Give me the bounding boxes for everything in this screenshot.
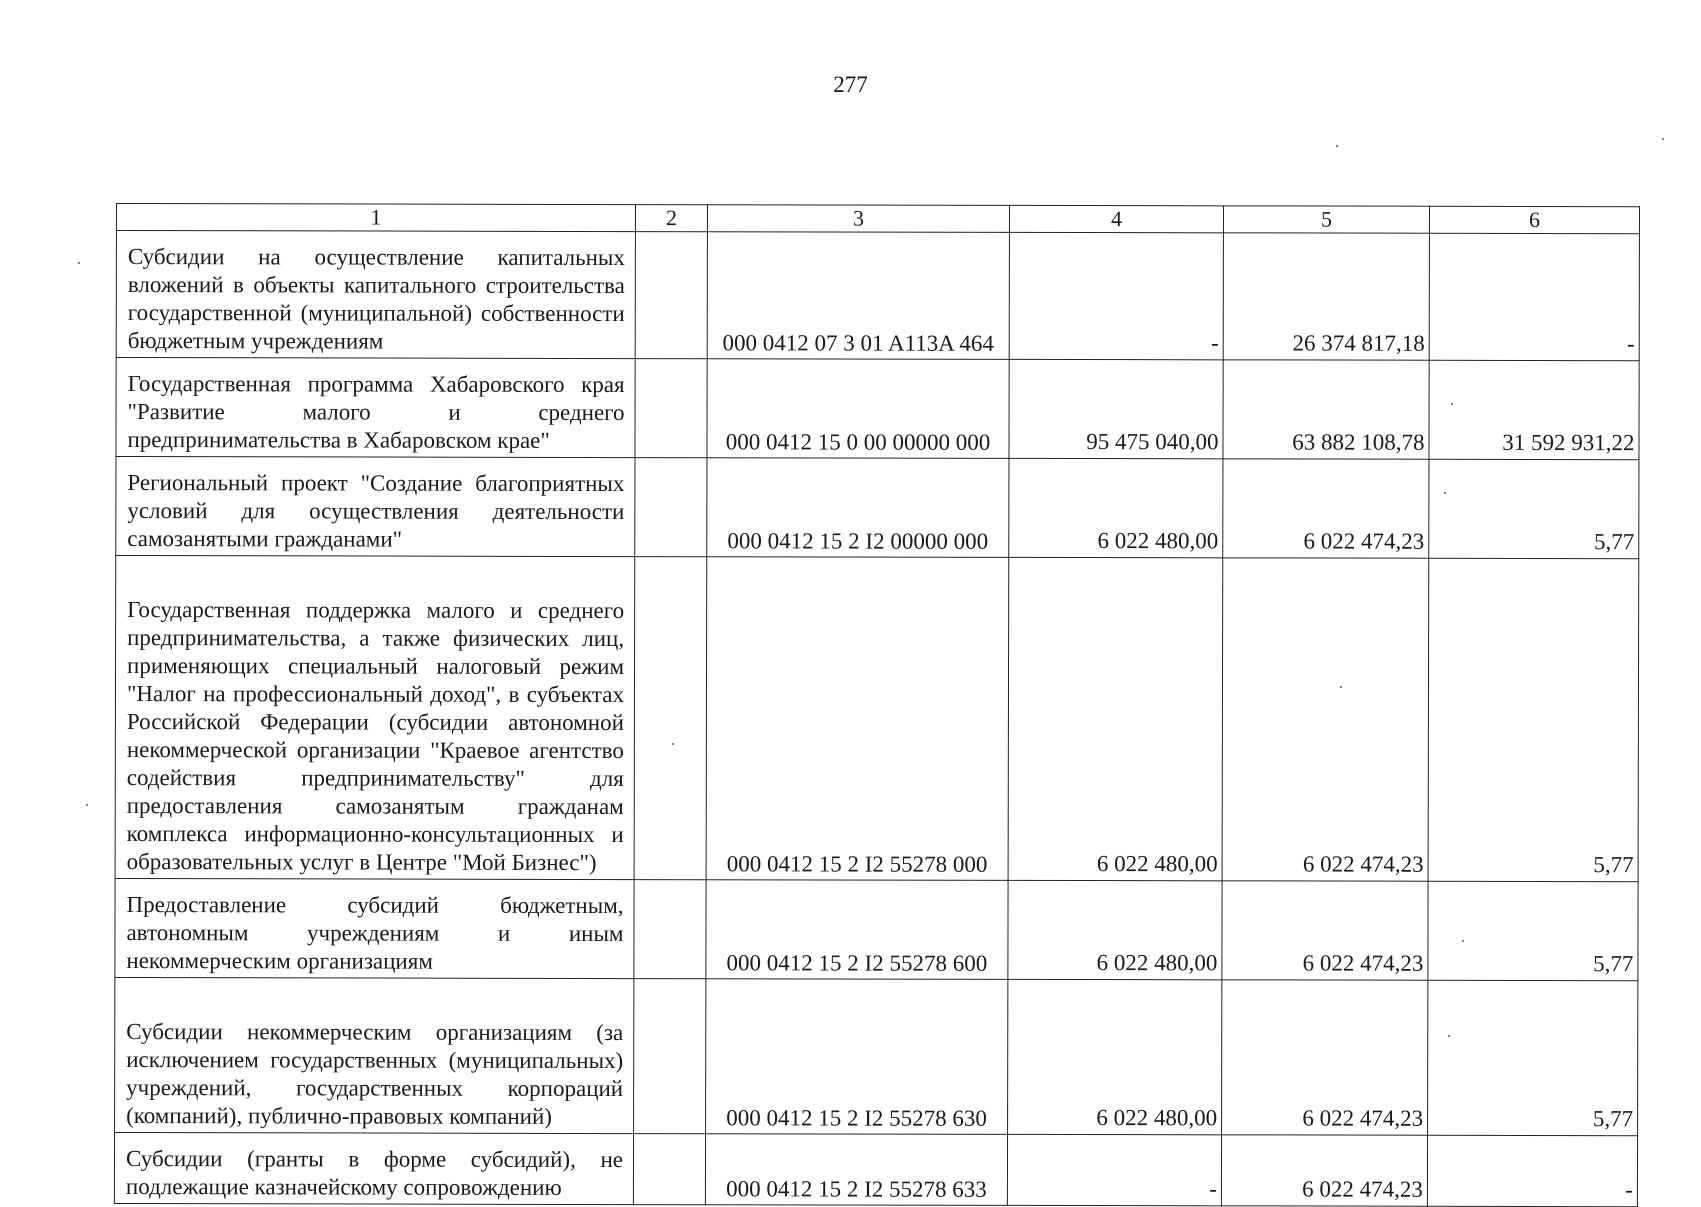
row-col6: 5,77	[1428, 980, 1638, 1135]
row-col6: 5,77	[1428, 558, 1639, 881]
scan-speck	[1451, 403, 1453, 405]
row-name: Государственная поддержка малого и среднего предпринимательства, а также физических лиц, применяющих специальный налоговый режим "Налог на профессиональный доход", в субъектах Российской Федерации (субсидии автономной некоммерческой организации "Краевое агентство содействия предпринимательству" для предоставления самозанятым гражданам комплекса информационно-консультационных и образовательных услуг в Центре "Мой Бизнес")	[115, 556, 635, 880]
column-header: 5	[1223, 206, 1429, 233]
row-code: 000 0412 15 2 I2 00000 000	[707, 458, 1009, 558]
row-col6: -	[1427, 1135, 1637, 1206]
row-col2	[634, 557, 707, 880]
table-row	[115, 556, 1639, 882]
column-header: 3	[707, 205, 1009, 233]
row-col5: 26 374 817,18	[1223, 233, 1429, 360]
scan-speck	[1462, 940, 1464, 942]
row-col2	[633, 1134, 705, 1205]
row-col5: 6 022 474,23	[1222, 558, 1429, 881]
page-number: 277	[833, 72, 868, 97]
scan-speck	[672, 743, 674, 745]
table-header-row	[116, 204, 1639, 234]
row-code: 000 0412 15 0 00 00000 000	[707, 359, 1009, 459]
row-col2	[635, 359, 707, 458]
row-name: Субсидии на осуществление капитальных вложений в объекты капитального строительства государственной (муниципальной) собственности бюджетным учреждениям	[116, 231, 635, 359]
row-col2	[635, 232, 707, 359]
row-code: 000 0412 07 3 01 A113A 464	[707, 232, 1009, 360]
row-col6: -	[1429, 233, 1639, 360]
scan-speck	[1662, 138, 1664, 140]
scan-speck	[1340, 686, 1342, 688]
row-col2	[634, 979, 706, 1134]
row-name: Субсидии (гранты в форме субсидий), не подлежащие казначейскому сопровождению	[114, 1132, 633, 1204]
row-name: Региональный проект "Создание благоприятных условий для осуществления деятельности самозанятыми гражданами"	[116, 457, 635, 557]
row-col5: 6 022 474,23	[1223, 459, 1429, 558]
column-header: 2	[635, 205, 707, 232]
row-col6: 31 592 931,22	[1429, 360, 1639, 459]
row-col2	[634, 880, 706, 979]
table-row	[114, 1132, 1637, 1206]
row-col5: 6 022 474,23	[1221, 1135, 1427, 1206]
table-row	[115, 977, 1638, 1135]
row-col4: 6 022 480,00	[1008, 880, 1222, 979]
row-col4: 6 022 480,00	[1008, 557, 1223, 880]
row-code: 000 0412 15 2 I2 55278 633	[705, 1134, 1007, 1206]
row-name: Государственная программа Хабаровского края "Развитие малого и среднего предпринимательства в Хабаровском крае"	[116, 358, 635, 458]
row-col5: 6 022 474,23	[1222, 881, 1428, 980]
column-header: 1	[116, 204, 635, 232]
row-col4: 95 475 040,00	[1009, 359, 1223, 458]
column-header: 6	[1429, 206, 1639, 233]
budget-table-container	[114, 203, 1639, 1207]
row-col4: -	[1009, 232, 1223, 359]
table-row	[116, 457, 1639, 559]
row-col5: 63 882 108,78	[1223, 360, 1429, 459]
row-col6: 5,77	[1428, 881, 1638, 980]
row-code: 000 0412 15 2 I2 55278 630	[706, 979, 1008, 1135]
row-col4: 6 022 480,00	[1009, 458, 1223, 557]
table-row	[116, 231, 1639, 361]
scan-speck	[1448, 1035, 1450, 1037]
row-col4: 6 022 480,00	[1008, 979, 1222, 1134]
row-col2	[635, 458, 707, 557]
row-code: 000 0412 15 2 I2 55278 600	[706, 880, 1008, 980]
scan-speck	[86, 804, 88, 806]
scan-speck	[78, 262, 80, 264]
row-code: 000 0412 15 2 I2 55278 000	[706, 557, 1009, 881]
column-header: 4	[1009, 205, 1223, 232]
table-row	[115, 878, 1638, 980]
row-name: Предоставление субсидий бюджетным, автономным учреждениям и иным некоммерческим организациям	[115, 878, 634, 978]
row-col5: 6 022 474,23	[1222, 980, 1428, 1135]
row-name: Субсидии некоммерческим организациям (за исключением государственных (муниципальных) учреждений, государственных корпораций (компаний), публично-правовых компаний)	[115, 977, 634, 1133]
table-row	[116, 358, 1639, 460]
budget-table	[114, 203, 1640, 1207]
row-col4: -	[1007, 1134, 1221, 1205]
scan-speck	[1444, 492, 1446, 494]
scan-speck	[1336, 145, 1338, 147]
row-col6: 5,77	[1429, 459, 1639, 558]
